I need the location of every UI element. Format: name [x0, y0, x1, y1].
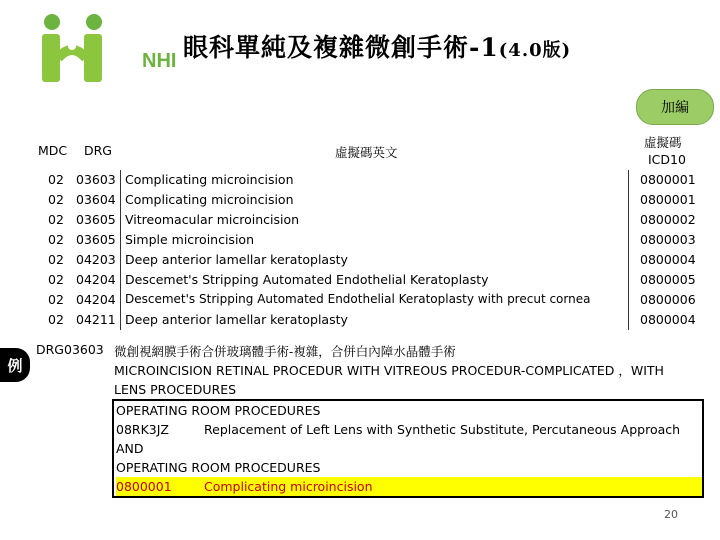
- table-row: [0, 170, 720, 190]
- example-en-title-1: MICROINCISION RETINAL PROCEDUR WITH VITREOUS PROCEDUR-COMPLICATED ，WITH: [114, 363, 664, 378]
- header-english: 虛擬碼英文: [335, 145, 398, 160]
- table-row: [0, 250, 720, 270]
- example-tab: 例: [0, 348, 30, 382]
- table-row: [0, 310, 720, 330]
- cell-mdc: 02: [48, 172, 64, 187]
- procedure-desc: Replacement of Left Lens with Synthetic Substitute, Percutaneous Approach: [204, 422, 681, 437]
- cell-drg: 03603: [76, 172, 116, 187]
- cell-english: Deep anterior lamellar keratoplasty: [125, 312, 348, 327]
- example-op1: OPERATING ROOM PROCEDURES: [116, 403, 321, 418]
- example-and: AND: [116, 441, 144, 456]
- cell-english: Complicating microincision: [125, 192, 294, 207]
- logo-text: NHI: [142, 50, 177, 72]
- procedure-row: [116, 420, 702, 439]
- status-badge: 加編: [636, 89, 714, 125]
- cell-english: Deep anterior lamellar keratoplasty: [125, 252, 348, 267]
- table-row: [0, 290, 720, 310]
- cell-mdc: 02: [48, 252, 64, 267]
- cell-icd: 0800004: [640, 252, 696, 267]
- example-en-title-2: LENS PROCEDURES: [114, 382, 237, 397]
- title-main: 眼科單純及複雜微創手術-1: [183, 33, 499, 62]
- cell-mdc: 02: [48, 272, 64, 287]
- table-row: [0, 230, 720, 250]
- cell-english: Descemet's Stripping Automated Endothelial Keratoplasty: [125, 272, 489, 287]
- cell-drg: 04204: [76, 272, 116, 287]
- table-row: [0, 270, 720, 290]
- header-drg: DRG: [84, 143, 112, 158]
- table-row: [0, 190, 720, 210]
- cell-icd: 0800001: [640, 192, 696, 207]
- cell-drg: 04204: [76, 292, 116, 307]
- nhi-logo-icon: [28, 6, 178, 86]
- cell-icd: 0800003: [640, 232, 696, 247]
- procedure-code: 08RK3JZ: [116, 422, 169, 437]
- cell-english: Descemet's Stripping Automated Endothelial Keratoplasty with precut cornea: [125, 292, 591, 306]
- page-title: [183, 28, 571, 64]
- header-virtual-code: 虛擬碼: [644, 135, 682, 150]
- cell-icd: 0800006: [640, 292, 696, 307]
- title-version: (4.0版): [498, 40, 572, 61]
- cell-drg: 03605: [76, 232, 116, 247]
- cell-english: Complicating microincision: [125, 172, 294, 187]
- page-number: 20: [664, 508, 678, 521]
- nhi-logo: [28, 6, 178, 86]
- cell-icd: 0800005: [640, 272, 696, 287]
- table-row: [0, 210, 720, 230]
- example-op2: OPERATING ROOM PROCEDURES: [116, 460, 321, 475]
- cell-mdc: 02: [48, 212, 64, 227]
- cell-mdc: 02: [48, 292, 64, 307]
- virtual-code-row: [116, 477, 702, 496]
- cell-mdc: 02: [48, 312, 64, 327]
- cell-drg: 03604: [76, 192, 116, 207]
- cell-english: Simple microincision: [125, 232, 254, 247]
- cell-drg: 03605: [76, 212, 116, 227]
- cell-mdc: 02: [48, 192, 64, 207]
- example-zh-title: 微創視網膜手術合併玻璃體手術-複雜，合併白內障水晶體手術: [114, 344, 456, 359]
- cell-drg: 04211: [76, 312, 116, 327]
- virtual-desc: Complicating microincision: [204, 479, 373, 494]
- header-icd10: ICD10: [648, 152, 686, 167]
- virtual-code: 0800001: [116, 479, 172, 494]
- procedure-box: [112, 399, 704, 498]
- header-mdc: MDC: [38, 143, 68, 158]
- cell-mdc: 02: [48, 232, 64, 247]
- cell-icd: 0800002: [640, 212, 696, 227]
- cell-english: Vitreomacular microincision: [125, 212, 300, 227]
- cell-icd: 0800001: [640, 172, 696, 187]
- example-block: [114, 342, 704, 498]
- cell-drg: 04203: [76, 252, 116, 267]
- cell-icd: 0800004: [640, 312, 696, 327]
- example-drg: DRG03603: [36, 342, 104, 357]
